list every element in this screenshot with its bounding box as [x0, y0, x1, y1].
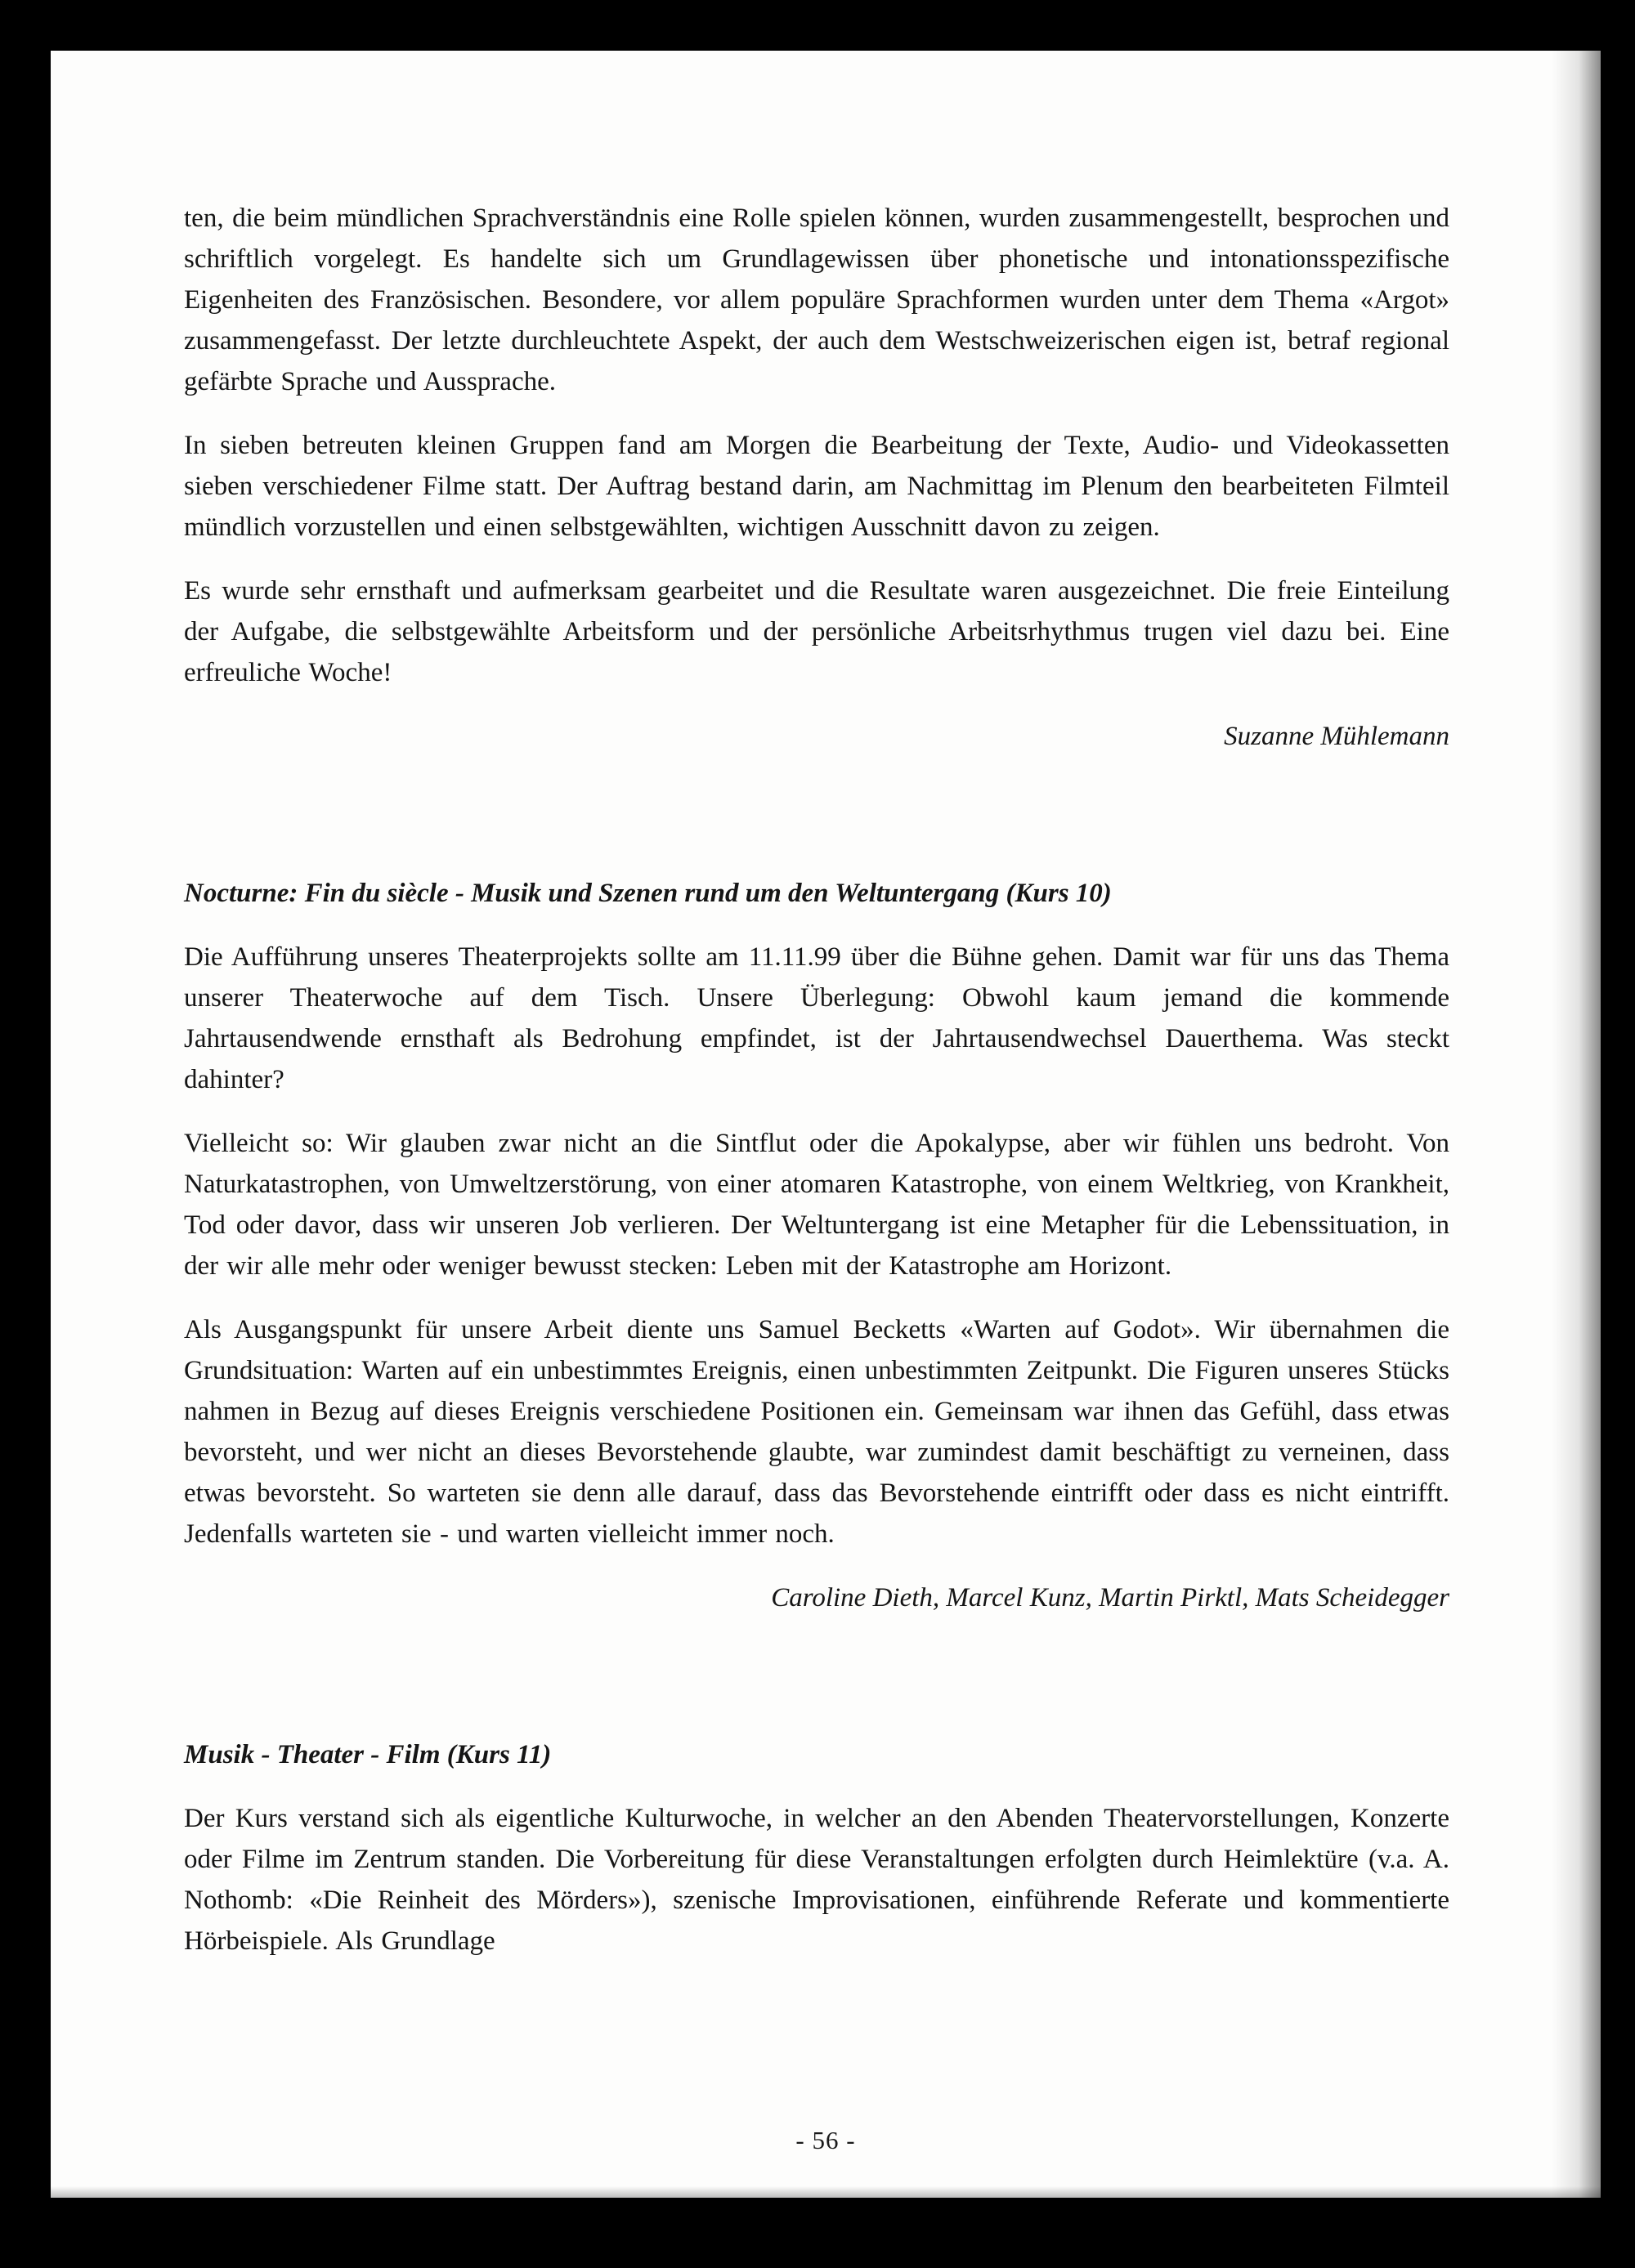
- paragraph: In sieben betreuten kleinen Gruppen fand am Morgen die Bearbeitung der Texte, Audio- und Videokassetten sieben verschiedener Filme statt. Der Auftrag bestand darin, am Nachmittag im Plenum den bearbeiteten Filmteil mündlich vorzustellen und einen selbstgewählten, wichtigen Ausschnitt davon zu zeigen.: [184, 431, 1449, 542]
- page-content: [51, 51, 1601, 1962]
- paragraph: Vielleicht so: Wir glauben zwar nicht an die Sintflut oder die Apokalypse, aber wir fühlen uns bedroht. Von Naturkatastrophen, von Umweltzerstörung, von einer atomaren Katastrophe, von einem Weltkrieg, von Krankheit, Tod oder davor, dass wir unseren Job verlieren. Der Weltuntergang ist eine Metapher für die Lebenssituation, in der wir alle mehr oder weniger bewusst stecken: Leben mit der Katastrophe am Horizont.: [184, 1129, 1449, 1281]
- section-musik-theater-film-kurs-11: [184, 1734, 1449, 1962]
- section-heading: Musik - Theater - Film (Kurs 11): [184, 1740, 552, 1769]
- section-sprachkurs: [184, 198, 1449, 757]
- paragraph: Die Aufführung unseres Theaterprojekts sollte am 11.11.99 über die Bühne gehen. Damit war für uns das Thema unserer Theaterwoche auf dem Tisch. Unsere Überlegung: Obwohl kaum jemand die kommende Jahrtausendwende ernsthaft als Bedrohung empfindet, ist der Jahrtausendwechsel Dauerthema. Was steckt dahinter?: [184, 942, 1449, 1094]
- paragraph: ten, die beim mündlichen Sprachverständnis eine Rolle spielen können, wurden zusammengestellt, besprochen und schriftlich vorgelegt. Es handelte sich um Grundlagewissen über phonetische und intonationsspezifische Eigenheiten des Französischen. Besondere, vor allem populäre Sprachformen wurden unter dem Thema «Argot» zusammengefasst. Der letzte durchleuchtete Aspekt, der auch dem Westschweizerischen eigen ist, betraf regional gefärbte Sprache und Aussprache.: [184, 204, 1449, 396]
- paragraph: Es wurde sehr ernsthaft und aufmerksam gearbeitet und die Resultate waren ausgezeichnet. Die freie Einteilung der Aufgabe, die selbstgewählte Arbeitsform und der persönliche Arbeitsrhythmus trugen viel dazu bei. Eine erfreuliche Woche!: [184, 576, 1449, 687]
- page-number: - 56 -: [795, 2126, 856, 2154]
- section-heading: Nocturne: Fin du siècle - Musik und Szenen rund um den Weltuntergang (Kurs 10): [184, 879, 1112, 908]
- paragraph: Als Ausgangspunkt für unsere Arbeit diente uns Samuel Becketts «Warten auf Godot». Wir übernahmen die Grundsituation: Warten auf ein unbestimmtes Ereignis, einen unbestimmten Zeitpunkt. Die Figuren unseres Stücks nahmen in Bezug auf dieses Ereignis verschiedene Positionen ein. Gemeinsam war ihnen das Gefühl, dass etwas bevorsteht, und wer nicht an dieses Bevorstehende glaubte, war zumindest damit beschäftigt zu verneinen, dass etwas bevorsteht. So warteten sie denn alle darauf, dass das Bevorstehende eintrifft oder dass es nicht eintrifft. Jedenfalls warteten sie - und warten vielleicht immer noch.: [184, 1315, 1449, 1549]
- section-nocturne-kurs-10: [184, 873, 1449, 1618]
- author-signature: Caroline Dieth, Marcel Kunz, Martin Pirktl, Mats Scheidegger: [771, 1583, 1449, 1613]
- paragraph: Der Kurs verstand sich als eigentliche Kulturwoche, in welcher an den Abenden Theatervorstellungen, Konzerte oder Filme im Zentrum standen. Die Vorbereitung für diese Veranstaltungen erfolgten durch Heimlektüre (v.a. A. Nothomb: «Die Reinheit des Mörders»), szenische Improvisationen, einführende Referate und kommentierte Hörbeispiele. Als Grundlage: [184, 1804, 1449, 1956]
- document-page: [51, 51, 1601, 2198]
- author-signature: Suzanne Mühlemann: [1224, 722, 1449, 751]
